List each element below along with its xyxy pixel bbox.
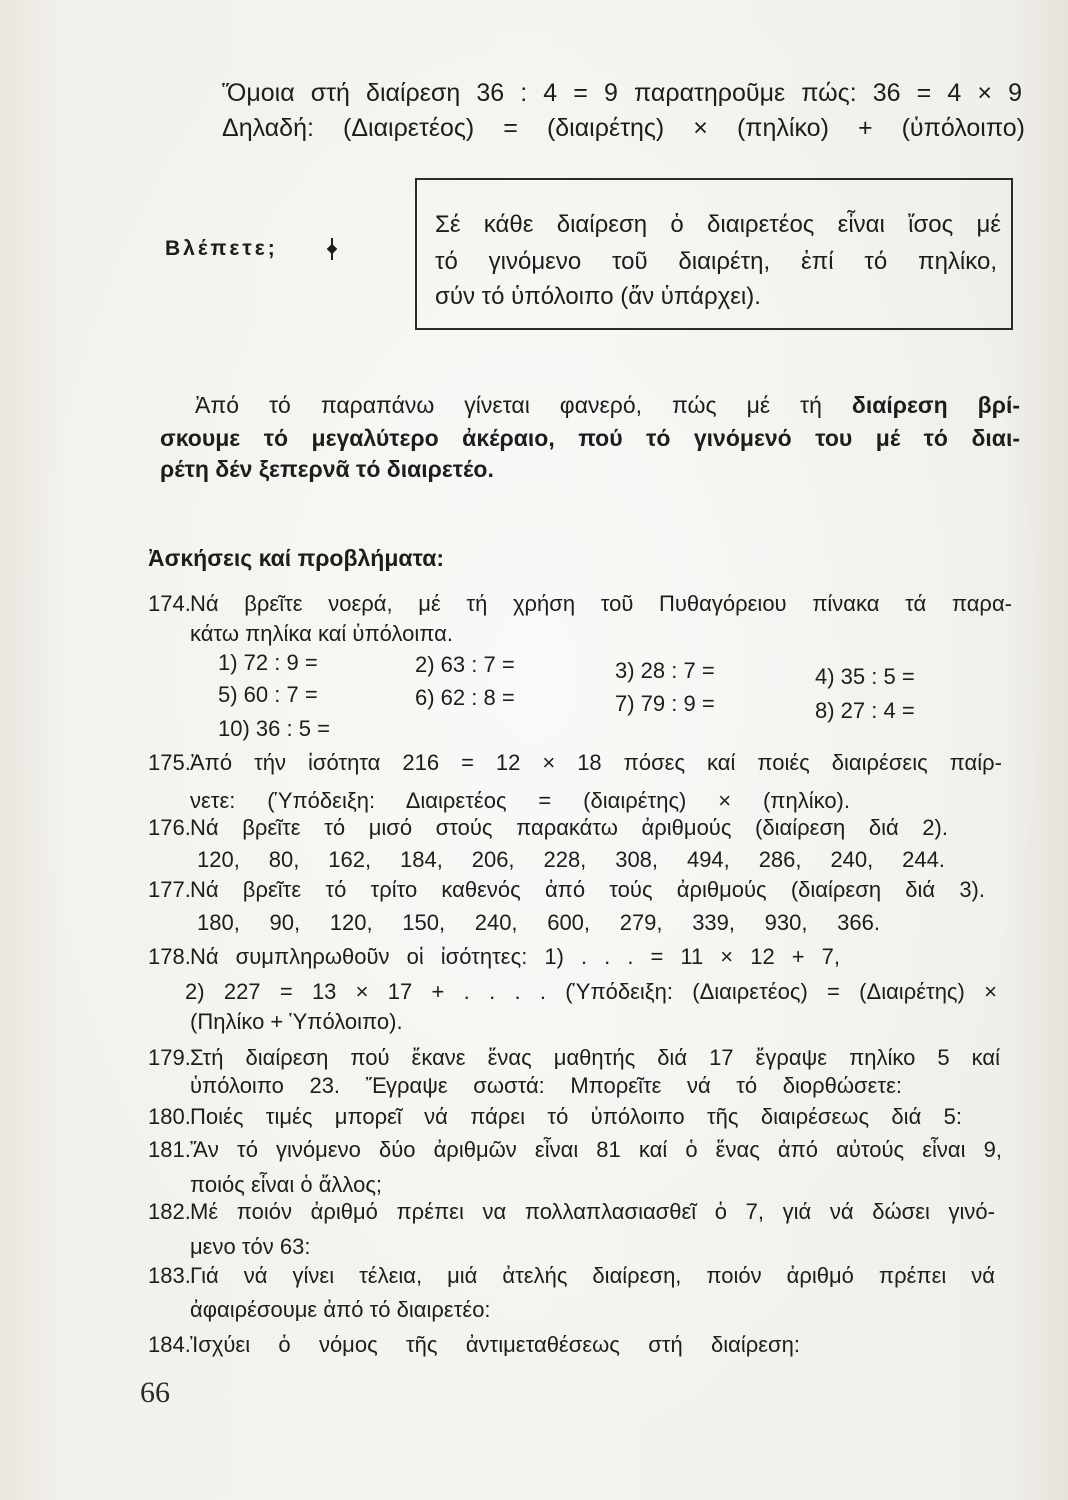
exercise-175-line-2: νετε: (Ὑπόδειξη: Διαιρετέος = (διαιρέτης) × (πηλίκο). [190,788,850,813]
exercise-text: Νά βρεῖτε τό τρίτο καθενός ἀπό τούς ἀριθμούς (διαίρεση διά 3). [190,877,985,902]
division-item: 3) 28 : 7 = [615,658,715,683]
exercise-178-line-3: (Πηλίκο + Ὑπόλοιπο). [190,1009,403,1034]
exercise-text: Μέ ποιόν ἀριθμό πρέπει να πολλαπλασιασθεῖ ὁ 7, γιά νά δώσει γινό- [190,1199,995,1224]
conclusion-line-1 [195,388,1020,422]
page-number: 66 [140,1376,170,1409]
division-item: 5) 60 : 7 = [218,682,318,707]
exercise-181-line-2: ποιός εἶναι ὁ ἄλλος; [190,1172,383,1197]
exercise-183-line-2: ἀφαιρέσουμε ἀπό τό διαιρετέο: [190,1297,491,1322]
intro-line-1: Ὅμοια στή διαίρεση 36 : 4 = 9 παρατηροῦμε πώς: 36 = 4 × 9 [222,79,1022,107]
exercise-text: Νά συμπληρωθοῦν οἱ ἰσότητες: 1) . . . = 11 × 12 + 7, [190,944,840,969]
exercise-text: Νά βρεῖτε νοερά, μέ τή χρήση τοῦ Πυθαγόρειου πίνακα τά παρα- [190,591,1012,616]
exercise-183 [148,1261,995,1291]
rule-line-3: σύν τό ὑπόλοιπο (ἄν ὑπάρχει). [435,283,761,310]
intro-line-2: Δηλαδή: (Διαιρετέος) = (διαιρέτης) × (πηλίκο) + (ὑπόλοιπο) [222,114,1025,142]
exercise-179-line-2: ὑπόλοιπο 23. Ἔγραψε σωστά: Μπορεῖτε νά τό διορθώσετε: [190,1073,902,1098]
division-item: 4) 35 : 5 = [815,664,915,689]
exercise-177 [148,875,985,905]
conclusion-line-3: ρέτη δέν ξεπερνᾶ τό διαιρετέο. [160,456,494,482]
exercise-number: 181. [148,1137,191,1162]
exercise-182-line-2: μενο τόν 63: [190,1234,311,1259]
exercise-176-numbers: 120, 80, 162, 184, 206, 228, 308, 494, 286, 240, 244. [197,847,945,872]
conclusion-text: Ἀπό τό παραπάνω γίνεται φανερό, πώς μέ τή [195,392,852,418]
division-item: 6) 62 : 8 = [415,685,515,710]
division-item: 1) 72 : 9 = [218,650,318,675]
exercise-number: 184. [148,1332,191,1357]
exercise-175 [148,748,1002,778]
exercises-heading: Ἀσκήσεις καί προβλήματα: [148,545,444,571]
exercise-174-line-2: κάτω πηλίκα καί ὑπόλοιπα. [190,621,453,646]
rule-line-2: τό γινόμενο τοῦ διαιρέτη, ἐπί τό πηλίκο, [435,248,997,275]
exercise-181 [148,1135,1002,1165]
exercise-180 [148,1102,962,1132]
exercise-text: Ἰσχύει ὁ νόμος τῆς ἀντιμεταθέσεως στή διαίρεση: [190,1332,800,1357]
exercise-number: 179. [148,1045,191,1070]
conclusion-line-2: σκουμε τό μεγαλύτερο ἀκέραιο, πού τό γινόμενό του μέ τό διαι- [160,425,1020,451]
exercise-number: 176. [148,815,191,840]
exercise-182 [148,1197,995,1227]
division-item: 8) 27 : 4 = [815,698,915,723]
exercise-number: 174. [148,591,191,616]
division-item: 10) 36 : 5 = [218,716,330,741]
conclusion-bold-start: διαίρεση βρί- [851,392,1020,418]
rule-line-1: Σέ κάθε διαίρεση ὁ διαιρετέος εἶναι ἴσος μέ [435,211,1001,238]
exercise-text: Νά βρεῖτε τό μισό στούς παρακάτω ἀριθμούς (διαίρεση διά 2). [190,815,948,840]
exercise-176 [148,813,948,843]
exercise-text: Στή διαίρεση πού ἔκανε ἕνας μαθητής διά 17 ἔγραψε πηλίκο 5 καί [190,1045,1000,1070]
exercise-number: 183. [148,1263,191,1288]
exercise-text: Ποιές τιμές μπορεῖ νά πάρει τό ὑπόλοιπο τῆς διαιρέσεως διά 5: [190,1104,962,1129]
exercise-text: Ἄν τό γινόμενο δύο ἀριθμῶν εἶναι 81 καί ὁ ἕνας ἀπό αὐτούς εἶναι 9, [190,1137,1002,1162]
division-item: 7) 79 : 9 = [615,691,715,716]
exercise-179 [148,1043,1000,1073]
exercise-text: Γιά νά γίνει τέλεια, μιά ἀτελής διαίρεση, ποιόν ἀριθμό πρέπει νά [190,1263,995,1288]
rule-box [415,178,1013,330]
exercise-184 [148,1330,800,1360]
exercise-number: 182. [148,1199,191,1224]
exercise-number: 178. [148,944,191,969]
exercise-number: 175. [148,750,191,775]
exercise-177-numbers: 180, 90, 120, 150, 240, 600, 279, 339, 930, 366. [197,910,880,935]
diamond-marker-icon [326,238,338,260]
exercise-178 [148,942,840,972]
exercise-number: 180. [148,1104,191,1129]
exercise-number: 177. [148,877,191,902]
exercise-174 [148,589,1012,619]
callout-label: Βλέπετε; [165,237,278,260]
exercise-text: Ἀπό τήν ἰσότητα 216 = 12 × 18 πόσες καί ποιές διαιρέσεις παίρ- [190,750,1002,775]
division-item: 2) 63 : 7 = [415,652,515,677]
exercise-178-line-2: 2) 227 = 13 × 17 + . . . . (Ὑπόδειξη: (Διαιρετέος) = (Διαιρέτης) × [185,979,997,1004]
